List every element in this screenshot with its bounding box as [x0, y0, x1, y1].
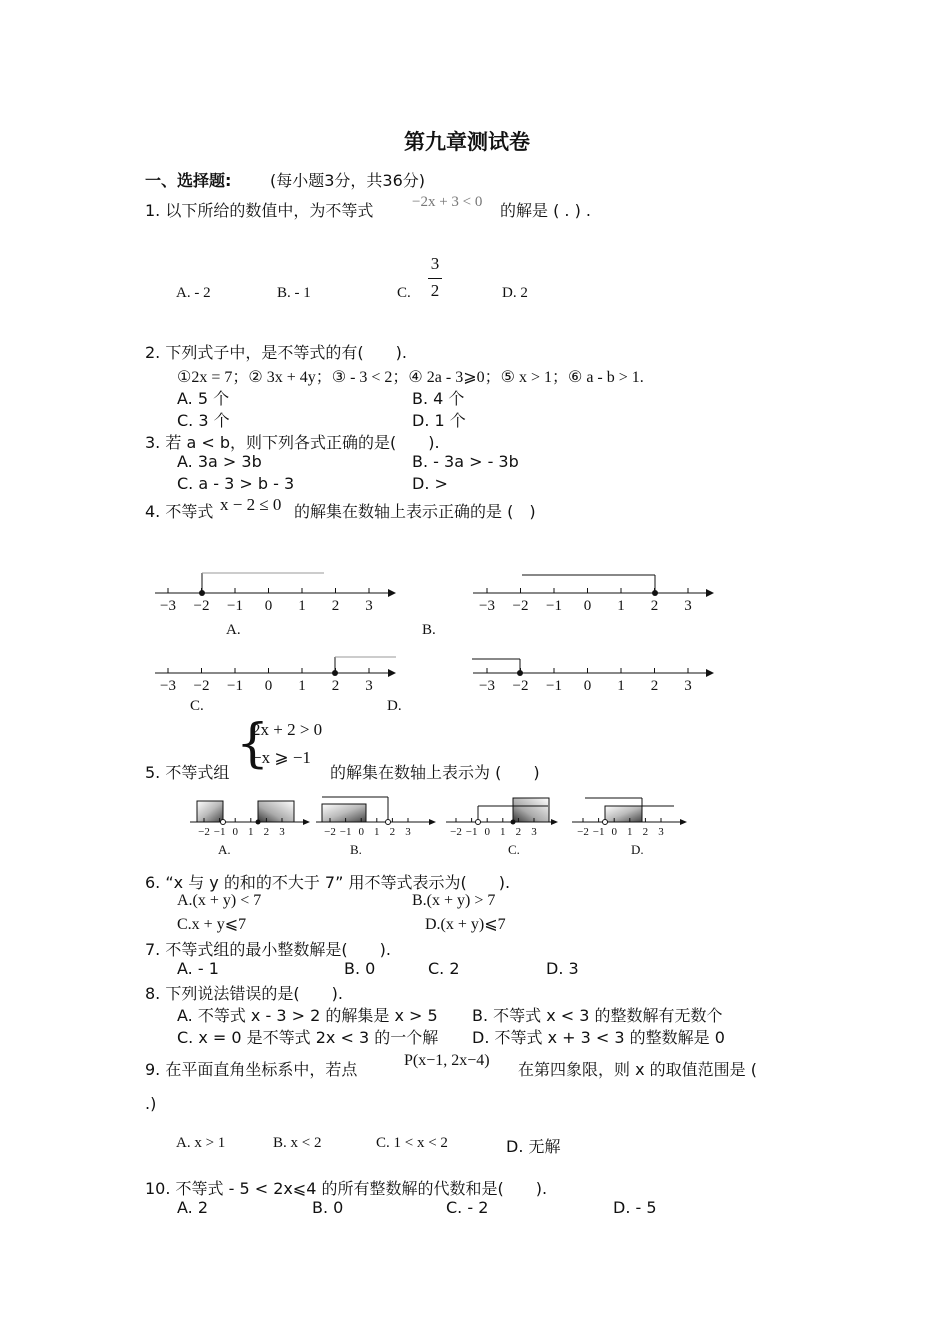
tick-label: 3 — [365, 678, 373, 694]
q5-stem-suffix: 的解集在数轴上表示为 ( ) — [330, 763, 540, 782]
tick-label: 1 — [248, 826, 254, 838]
tick-label: 0 — [232, 826, 238, 838]
tick-label: −2 — [577, 826, 589, 838]
section-note: (每小题3分，共36分) — [270, 171, 426, 190]
q6-option-a: A.(x + y) < 7 — [177, 892, 262, 909]
q3-option-d: D. > — [412, 474, 448, 493]
tick-label: 3 — [658, 826, 664, 838]
q2-stem: 2. 下列式子中，是不等式的有( ). — [145, 343, 407, 362]
tick-label: −2 — [512, 598, 529, 614]
q1-stem-prefix: 1. 以下所给的数值中，为不等式 — [145, 201, 374, 220]
tick-label: −2 — [193, 598, 210, 614]
tick-label: 2 — [263, 826, 270, 838]
tick-label: 1 — [617, 678, 625, 694]
tick-label: 2 — [515, 826, 522, 838]
q1-option-c: C. — [397, 285, 411, 301]
tick-label: 0 — [583, 598, 592, 614]
q5-label-b: B. — [350, 842, 362, 857]
q8-option-c: C. x = 0 是不等式 2x < 3 的一个解 — [177, 1028, 439, 1047]
tick-label: 0 — [264, 598, 273, 614]
tick-label: 1 — [298, 598, 306, 614]
tick-label: 0 — [611, 826, 617, 838]
q9-stem-prefix: 9. 在平面直角坐标系中，若点 — [145, 1060, 358, 1079]
tick-label: 2 — [642, 826, 649, 838]
q6-option-b: B.(x + y) > 7 — [412, 892, 496, 909]
tick-label: 0 — [264, 678, 273, 694]
tick-label: 2 — [650, 598, 659, 614]
tick-label: 2 — [331, 598, 340, 614]
tick-label: 2 — [650, 678, 659, 694]
tick-label: 2 — [331, 678, 340, 694]
tick-label: 3 — [365, 598, 373, 614]
q5-number-line-c — [446, 798, 558, 825]
q10-option-b: B. 0 — [312, 1198, 344, 1217]
tick-label: 3 — [531, 826, 537, 838]
q1-option-a: A. - 2 — [176, 285, 211, 301]
q2-items: ①2x = 7；② 3x + 4y；③ - 3 < 2；④ 2a - 3⩾0；⑤ x > 1；⑥ a - b > 1. — [177, 369, 644, 386]
q9-option-b: B. x < 2 — [273, 1135, 322, 1151]
q1-stem-suffix: 的解是 ( . ) . — [500, 201, 592, 220]
tick-label: −1 — [227, 678, 243, 694]
tick-label: 0 — [583, 678, 592, 694]
q8-option-a: A. 不等式 x - 3 > 2 的解集是 x > 5 — [177, 1006, 438, 1025]
q1-option-b: B. - 1 — [277, 285, 311, 301]
q5-system-line2: −x ⩾ −1 — [252, 748, 311, 767]
q6-option-c: C.x + y⩽7 — [177, 916, 247, 933]
q10-option-a: A. 2 — [177, 1198, 209, 1217]
tick-label: 0 — [484, 826, 490, 838]
tick-label: 0 — [358, 826, 364, 838]
q8-stem: 8. 下列说法错误的是( ). — [145, 984, 343, 1003]
q2-option-c: C. 3 个 — [177, 411, 230, 430]
q4-label-a: A. — [226, 622, 241, 638]
q10-stem: 10. 不等式 - 5 < 2x⩽4 的所有整数解的代数和是( ). — [145, 1179, 548, 1198]
q5-label-c: C. — [508, 842, 520, 857]
page-title: 第九章测试卷 — [404, 130, 530, 154]
q9-stem-suffix: 在第四象限，则 x 的取值范围是 ( — [518, 1060, 757, 1079]
q5-label-a: A. — [218, 842, 231, 857]
tick-label: −1 — [465, 826, 478, 838]
tick-label: −2 — [324, 826, 336, 838]
q9-option-a: A. x > 1 — [176, 1135, 226, 1151]
q4-label-c: C. — [190, 698, 204, 714]
tick-label: −1 — [592, 826, 605, 838]
q5-label-d: D. — [631, 842, 644, 857]
q5-number-line-a — [190, 801, 310, 825]
q4-formula: x − 2 ≤ 0 — [220, 495, 282, 514]
q2-option-a: A. 5 个 — [177, 389, 230, 408]
tick-label: −1 — [546, 678, 562, 694]
tick-label: −3 — [479, 598, 495, 614]
q3-option-b: B. - 3a > - 3b — [412, 452, 519, 471]
q7-option-b: B. 0 — [344, 959, 376, 978]
q3-option-a: A. 3a > 3b — [177, 452, 262, 471]
q4-stem-suffix: 的解集在数轴上表示正确的是 ( ) — [294, 502, 536, 521]
q5-number-line-b — [316, 797, 436, 825]
q4-label-b: B. — [422, 622, 436, 638]
tick-label: 1 — [374, 826, 380, 838]
tick-label: 1 — [500, 826, 506, 838]
q3-stem: 3. 若 a < b，则下列各式正确的是( ). — [145, 433, 440, 452]
q5-system-line1: 2x + 2 > 0 — [252, 720, 323, 739]
q7-stem: 7. 不等式组的最小整数解是( ). — [145, 940, 391, 959]
tick-label: −3 — [479, 678, 495, 694]
tick-label: 1 — [627, 826, 633, 838]
q2-option-b: B. 4 个 — [412, 389, 465, 408]
section-heading: 一、选择题: — [145, 171, 232, 190]
q2-option-d: D. 1 个 — [412, 411, 466, 430]
tick-label: 1 — [617, 598, 625, 614]
tick-label: 3 — [279, 826, 285, 838]
q4-stem-prefix: 4. 不等式 — [145, 502, 214, 521]
q10-option-d: D. - 5 — [613, 1198, 657, 1217]
tick-label: 3 — [405, 826, 411, 838]
q9-option-d: D. 无解 — [506, 1137, 561, 1156]
q3-option-c: C. a - 3 > b - 3 — [177, 474, 295, 493]
tick-label: 1 — [298, 678, 306, 694]
tick-label: −3 — [160, 598, 176, 614]
tick-label: 2 — [389, 826, 396, 838]
q1-option-d: D. 2 — [502, 285, 528, 301]
q9-point: P(x−1, 2x−4) — [404, 1052, 490, 1069]
q1-formula: −2x + 3 < 0 — [412, 194, 483, 210]
q9-close: .) — [145, 1094, 157, 1113]
tick-label: −1 — [227, 598, 243, 614]
q6-option-d: D.(x + y)⩽7 — [425, 916, 506, 933]
tick-label: −2 — [450, 826, 462, 838]
q8-option-b: B. 不等式 x < 3 的整数解有无数个 — [472, 1006, 723, 1025]
q8-option-d: D. 不等式 x + 3 < 3 的整数解是 0 — [472, 1028, 725, 1047]
q4-label-d: D. — [387, 698, 402, 714]
tick-label: 3 — [684, 678, 692, 694]
q10-option-c: C. - 2 — [446, 1198, 489, 1217]
tick-label: −2 — [198, 826, 210, 838]
tick-label: 3 — [684, 598, 692, 614]
tick-label: −3 — [160, 678, 176, 694]
tick-label: −1 — [339, 826, 352, 838]
q1-fraction-numerator: 3 — [430, 254, 440, 273]
q7-option-d: D. 3 — [546, 959, 579, 978]
q7-option-c: C. 2 — [428, 959, 460, 978]
tick-label: −2 — [193, 678, 210, 694]
q5-brace: { — [236, 714, 270, 774]
tick-label: −1 — [546, 598, 562, 614]
q6-stem: 6. “x 与 y 的和的不大于 7” 用不等式表示为( ). — [145, 873, 511, 892]
q5-stem-prefix: 5. 不等式组 — [145, 763, 230, 782]
tick-label: −1 — [213, 826, 226, 838]
tick-label: −2 — [512, 678, 529, 694]
q7-option-a: A. - 1 — [177, 959, 219, 978]
q1-fraction-denominator: 2 — [430, 281, 440, 300]
q9-option-c: C. 1 < x < 2 — [376, 1135, 448, 1151]
